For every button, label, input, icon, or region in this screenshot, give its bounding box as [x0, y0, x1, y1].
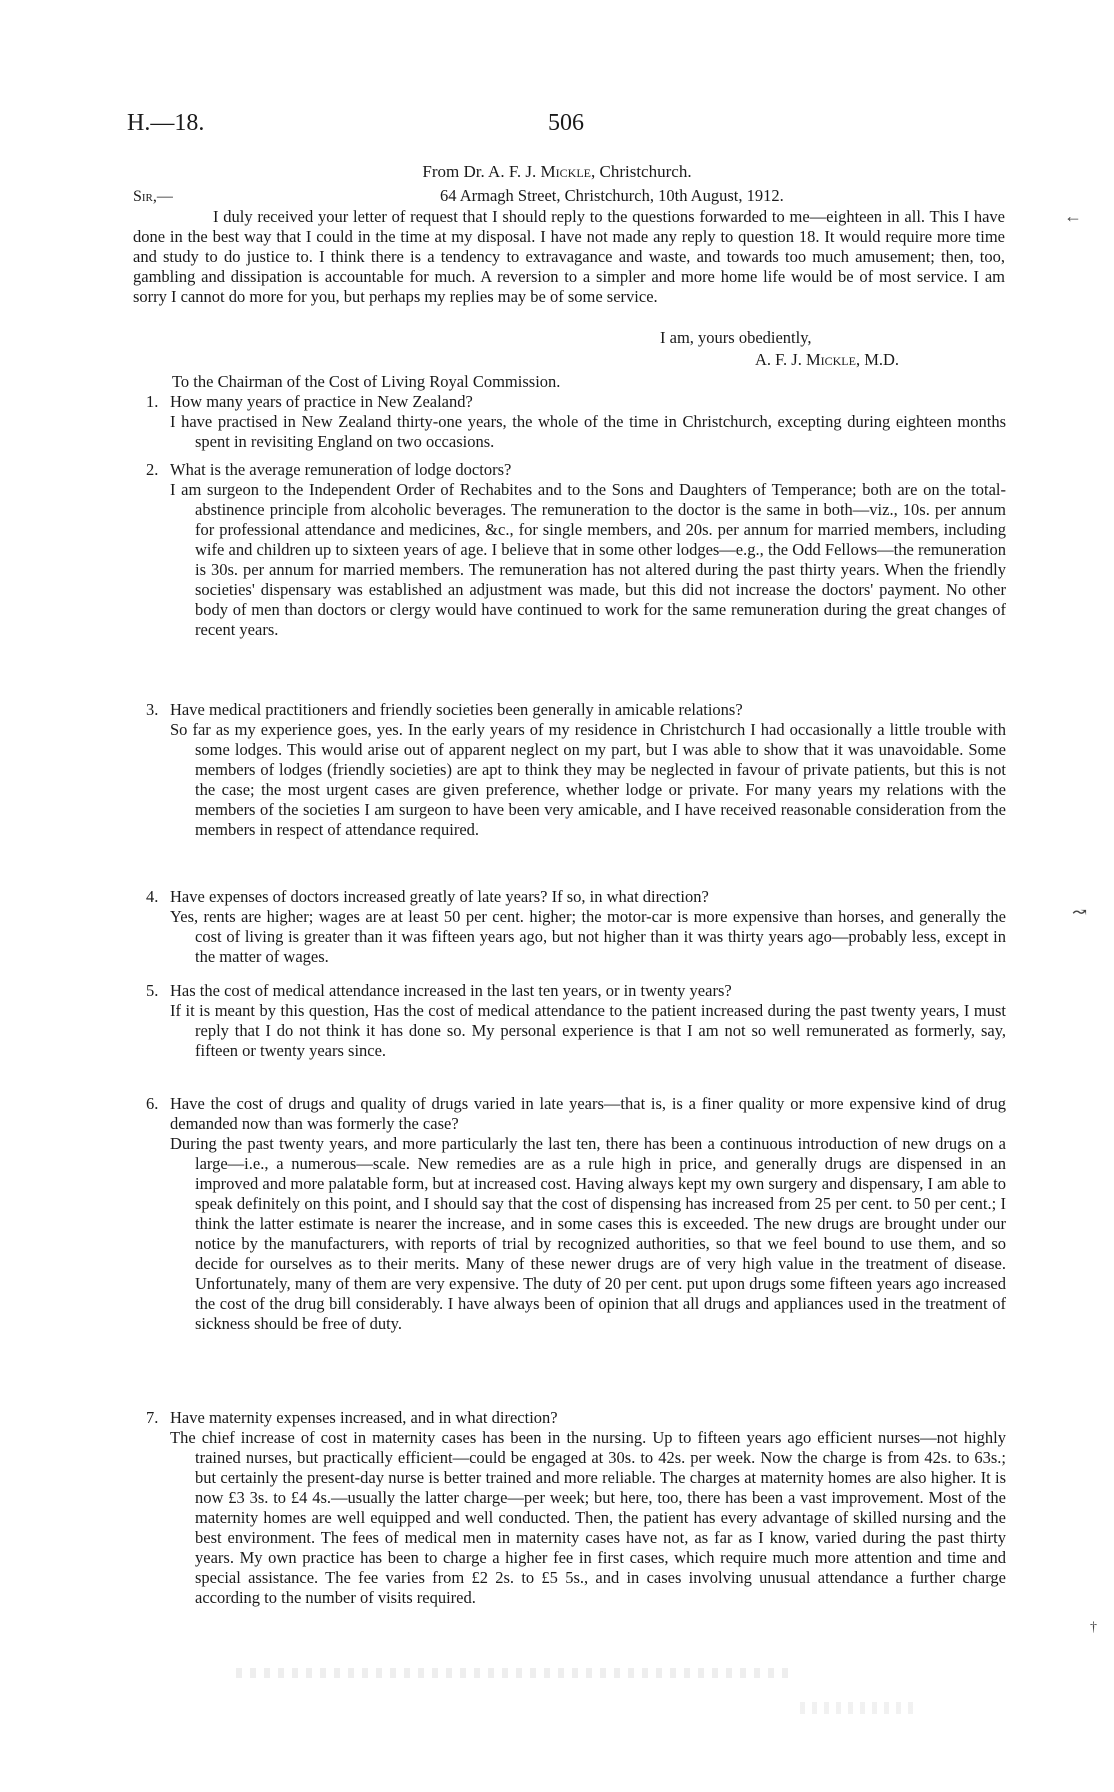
answer-text: So far as my experience goes, yes. In the early years of my residence in Christchurch I had occasionally a little trouble with some lodges. This would arise out of apparent neglect on my part, but I was able to show that it was unavoidable. Some members of lodges (friendly societies) are apt to think they may be neglected in favour of private patients, but this is not the case; the most urgent cases are given preference, whether lodge or private. For many years my relations with the members of the societies I am surgeon to have been very amicable, and I have received reasonable consideration from the members in respect of attendance required.	[170, 720, 1006, 839]
question-number: 3.	[146, 700, 159, 719]
question	[146, 887, 1006, 907]
qa-item-6	[146, 1094, 1006, 1334]
question-number: 6.	[146, 1094, 159, 1113]
question	[146, 1408, 1006, 1428]
answer-text: If it is meant by this question, Has the cost of medical attendance to the patient increased during the past twenty years, I must reply that I do not think it has done so. My personal experience is that I am not so well remunerated as formerly, say, fifteen or twenty years since.	[170, 1001, 1006, 1060]
qa-item-3	[146, 700, 1006, 840]
scan-smudge	[236, 1668, 796, 1678]
letter-signature	[755, 350, 899, 370]
question	[146, 460, 1006, 480]
question-text: Have maternity expenses increased, and in what direction?	[170, 1408, 558, 1427]
question	[146, 392, 1006, 412]
qa-item-2	[146, 460, 1006, 640]
scan-smudge	[800, 1702, 920, 1714]
answer-text: During the past twenty years, and more particularly the last ten, there has been a continuous introduction of new drugs on a large—i.e., a numerous—scale. New remedies are as a rule high in price, and generally drugs are dispensed in an improved and more palatable form, but at increased cost. Having always kept my own surgery and dispensary, I am able to speak definitely on this point, and I should say that the cost of dispensing has increased from 25 per cent. to 50 per cent.; I think the latter estimate is nearer the increase, and in some cases this is exceeded. The new drugs are brought under our notice by the manufacturers, with reports of trial by recognized authorities, so that we feel bound to use them, and so decide for ourselves as to their merits. Many of these newer drugs are of very high value in the treatment of disease. Unfortunately, many of them are very expensive. The duty of 20 per cent. put upon drugs some fifteen years ago increased the cost of the drug bill considerably. I have always been of opinion that all drugs and appliances used in the treatment of sickness should be free of duty.	[170, 1134, 1006, 1333]
from-prefix: From Dr. A. F. J.	[422, 162, 541, 181]
signature-suffix: , M.D.	[855, 350, 900, 369]
question-text: How many years of practice in New Zealand?	[170, 392, 473, 411]
signature-initials: A. F. J.	[755, 350, 806, 369]
question-text: Have expenses of doctors increased greatly of late years? If so, in what direction?	[170, 887, 709, 906]
signature-name: Mickle	[805, 350, 856, 369]
letter-closing: I am, yours obediently,	[660, 328, 812, 347]
question-number: 5.	[146, 981, 159, 1000]
margin-mark-icon: ←	[1064, 206, 1082, 226]
question-number: 2.	[146, 460, 159, 479]
qa-item-7	[146, 1408, 1006, 1608]
letter-address-date: 64 Armagh Street, Christchurch, 10th August, 1912.	[440, 186, 784, 205]
question-number: 1.	[146, 392, 159, 411]
margin-mark-icon: †	[1090, 1620, 1097, 1635]
question-text: Have medical practitioners and friendly societies been generally in amicable relations?	[170, 700, 743, 719]
question-text: What is the average remuneration of lodge doctors?	[170, 460, 512, 479]
qa-item-1	[146, 392, 1006, 452]
letter-body: I duly received your letter of request that I should reply to the questions forwarded to me—eighteen in all. This I have done in the best way that I could in the time at my disposal. I have not made any reply to question 18. It would require more time and study to do justice to. I think there is a tendency to extravagance and waste, and towards too much amusement; then, too, gambling and dissipation is accountable for much. A reversion to a simpler and more home life would be of most service. I am sorry I cannot do more for you, but perhaps my replies may be of some service.	[133, 207, 1005, 306]
letter-from-line	[0, 162, 1114, 182]
qa-item-4	[146, 887, 1006, 967]
page-number: 506	[548, 110, 584, 136]
question-number: 4.	[146, 887, 159, 906]
from-suffix: , Christchurch.	[591, 162, 692, 181]
from-name: Mickle	[540, 162, 591, 181]
question	[146, 700, 1006, 720]
answer-text: I have practised in New Zealand thirty-one years, the whole of the time in Christchurch, excepting during eighteen months spent in revisiting England on two occasions.	[170, 412, 1006, 451]
report-reference: H.—18.	[127, 110, 205, 136]
question-text: Has the cost of medical attendance increased in the last ten years, or in twenty years?	[170, 981, 732, 1000]
question	[146, 981, 1006, 1001]
margin-mark-icon: ↝	[1072, 902, 1088, 922]
question-text: Have the cost of drugs and quality of drugs varied in late years—that is, is a finer quality or more expensive kind of drug demanded now than was formerly the case?	[170, 1094, 1006, 1133]
letter-addressee: To the Chairman of the Cost of Living Royal Commission.	[172, 372, 561, 391]
qa-item-5	[146, 981, 1006, 1061]
question	[146, 1094, 1006, 1134]
question-number: 7.	[146, 1408, 159, 1427]
answer-text: The chief increase of cost in maternity cases has been in the nursing. Up to fifteen years ago efficient nurses—not highly trained nurses, but practically efficient—could be engaged at 30s. to 42s. per week. Now the charge is from 42s. to 63s.; but certainly the present-day nurse is better trained and more reliable. The charges at maternity homes are also higher. It is now £3 3s. to £4 4s.—usually the latter charge—per week; but here, too, there has been a vast improvement. Most of the maternity homes are well equipped and well conducted. Then, the patient has every advantage of skilled nursing and the best environment. The fees of medical men in maternity cases have not, as far as I know, varied during the past thirty years. My own practice has been to charge a higher fee in first cases, which require much more attention and time and special assistance. The fee varies from £2 2s. to £5 5s., and in cases involving unusual attendance a further charge according to the number of visits required.	[170, 1428, 1006, 1607]
letter-salutation: Sir,—	[133, 188, 173, 205]
answer-text: Yes, rents are higher; wages are at least 50 per cent. higher; the motor-car is more expensive than horses, and generally the cost of living is greater than it was fifteen years ago, but not higher than it was thirty years ago—probably less, except in the matter of wages.	[170, 907, 1006, 966]
answer-text: I am surgeon to the Independent Order of Rechabites and to the Sons and Daughters of Temperance; both are on the total-abstinence principle from alcoholic beverages. The remuneration to the doctor is the same in both—viz., 10s. per annum for professional attendance and medicines, &c., for single members, and 20s. per annum for married members, including wife and children up to sixteen years of age. I believe that in some other lodges—e.g., the Odd Fellows—the remuneration is 30s. per annum for married members. The remuneration has not altered during the past thirty years. When the friendly societies' dispensary was established an adjustment was made, but this did not increase the doctors' payment. No other body of men than doctors or clergy would have continued to work for the same remuneration during the great changes of recent years.	[170, 480, 1006, 639]
